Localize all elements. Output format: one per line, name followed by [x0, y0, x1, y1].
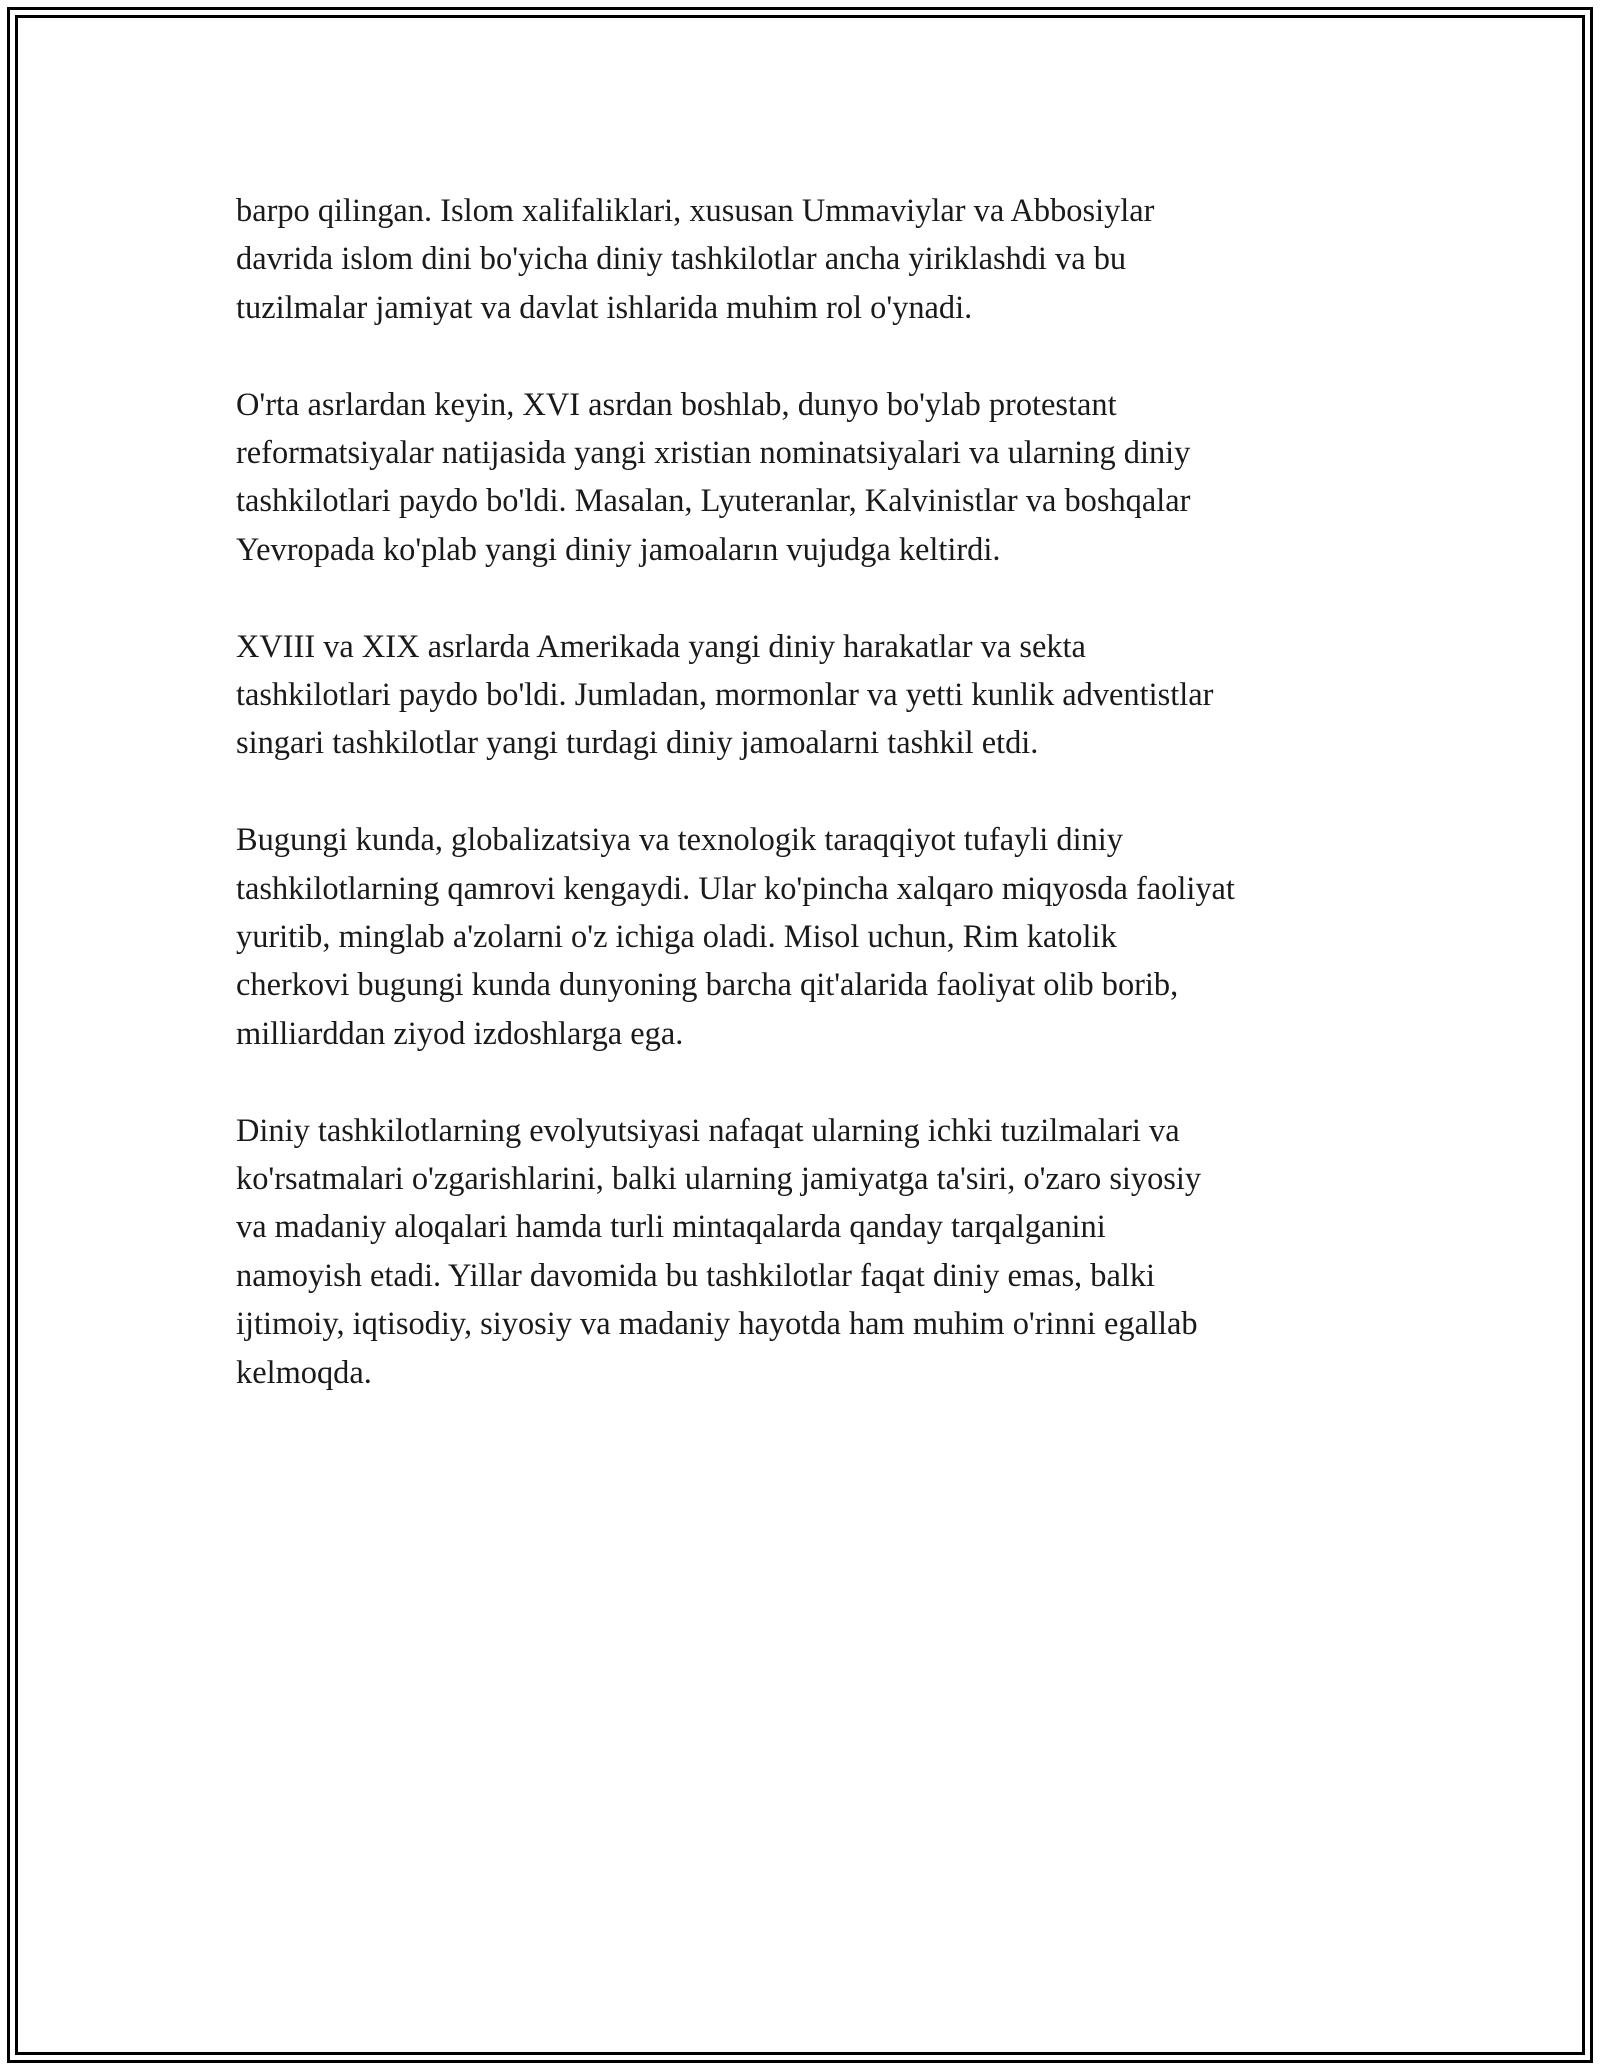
- paragraph-3: XVIII va XIX asrlarda Amerikada yangi diniy harakatlar va sekta tashkilotlari paydo bo'ldi. Jumladan, mormonlar va yetti kunlik adventistlar singari tashkilotlar yangi turdagi diniy jamoalarni tashkil etdi.: [236, 628, 1214, 762]
- document-body: [236, 187, 1386, 1445]
- paragraph-4: Bugungi kunda, globalizatsiya va texnologik taraqqiyot tufayli diniy tashkilotlarning qamrovi kengaydi. Ular ko'pincha xalqaro miqyosda faoliyat yuritib, minglab a'zolarni o'z ichiga oladi. Misol uchun, Rim katolik cherkovi bugungi kunda dunyoning barcha qit'alarida faoliyat olib borib, milliarddan ziyod izdoshlarga ega.: [236, 822, 1235, 1052]
- paragraph-5: Diniy tashkilotlarning evolyutsiyasi nafaqat ularning ichki tuzilmalari va ko'rsatmalari o'zgarishlarini, balki ularning jamiyatga ta'siri, o'zaro siyosiy va madaniy aloqalari hamda turli mintaqalarda qanday tarqalganini namoyish etadi. Yillar davomida bu tashkilotlar faqat diniy emas, balki ijtimoiy, iqtisodiy, siyosiy va madaniy hayotda ham muhim o'rinni egallab kelmoqda.: [236, 1112, 1202, 1391]
- paragraph-2: O'rta asrlardan keyin, XVI asrdan boshlab, dunyo bo'ylab protestant reformatsiyalar natijasida yangi xristian nominatsiyalari va ularning diniy tashkilotlari paydo bo'ldi. Masalan, Lyuteranlar, Kalvinistlar va boshqalar Yevropada ko'plab yangi diniy jamoaların vujudga keltirdi.: [236, 386, 1191, 568]
- paragraph-1: barpo qilingan. Islom xalifaliklari, xususan Ummaviylar va Abbosiylar davrida islom dini bo'yicha diniy tashkilotlar ancha yiriklashdi va bu tuzilmalar jamiyat va davlat ishlarida muhim rol o'ynadi.: [236, 193, 1155, 326]
